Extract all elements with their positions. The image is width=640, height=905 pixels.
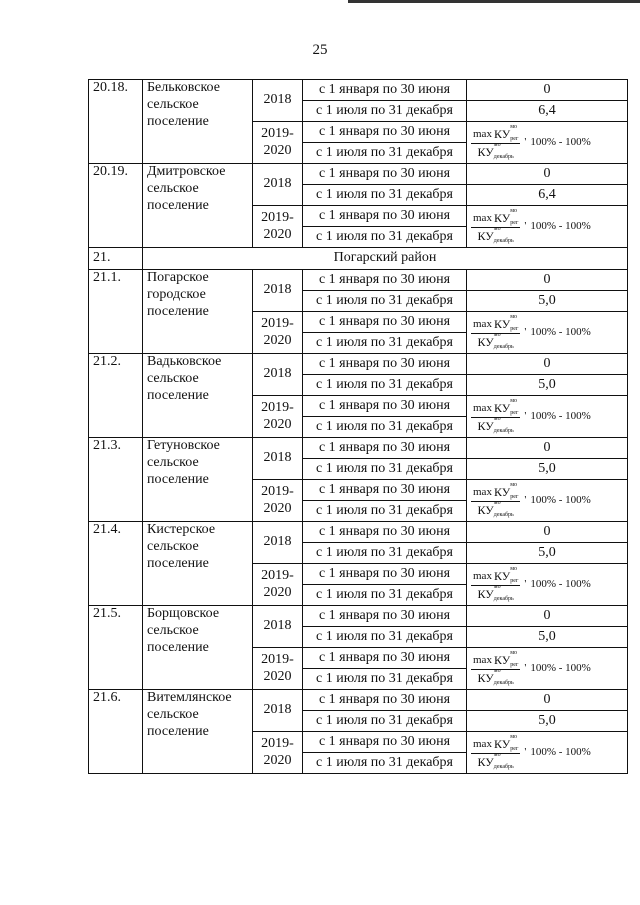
index-formula — [467, 206, 628, 248]
settlement-number: 20.19. — [89, 164, 143, 248]
year-2018: 2018 — [253, 690, 303, 732]
formula-ku: КУ — [493, 317, 511, 331]
formula-sup: мо — [493, 752, 501, 758]
formula-max: max — [473, 486, 492, 498]
formula-index-top — [510, 398, 519, 416]
formula-ku: КУ — [477, 671, 494, 685]
period-second-half: с 1 июля по 31 декабря — [303, 585, 467, 606]
formula-sup: мо — [493, 668, 501, 674]
formula-wrap — [471, 484, 623, 517]
formula-max: max — [473, 402, 492, 414]
settlement-number: 21.4. — [89, 522, 143, 606]
settlement-row-2018-h1 — [89, 606, 628, 627]
formula-index-top — [510, 734, 519, 752]
formula-ku: КУ — [493, 401, 511, 415]
settlement-number: 21.3. — [89, 438, 143, 522]
formula-index-bottom — [493, 416, 514, 434]
formula-sub: декабрь — [493, 154, 514, 160]
period-second-half: с 1 июля по 31 декабря — [303, 543, 467, 564]
formula-ku: КУ — [493, 737, 511, 751]
formula-tail — [524, 662, 590, 675]
period-second-half: с 1 июля по 31 декабря — [303, 459, 467, 480]
period-second-half: с 1 июля по 31 декабря — [303, 185, 467, 206]
formula-comma: ' — [524, 325, 527, 338]
formula-tail — [524, 746, 590, 759]
formula-index-top — [510, 482, 519, 500]
period-second-half: с 1 июля по 31 декабря — [303, 101, 467, 122]
page-number: 25 — [312, 42, 328, 58]
formula-fraction — [471, 126, 520, 159]
formula-sup: мо — [493, 142, 501, 148]
formula-comma: ' — [524, 661, 527, 674]
settlement-name: Борщовское сельское поселение — [143, 606, 253, 690]
formula-sup: мо — [510, 566, 518, 572]
formula-sub: декабрь — [493, 512, 514, 518]
period-second-half: с 1 июля по 31 декабря — [303, 711, 467, 732]
year-2019-2020: 2019-2020 — [253, 396, 303, 438]
formula-index-top — [510, 208, 519, 226]
settlement-row-2018-h1 — [89, 270, 628, 291]
formula-comma: ' — [524, 577, 527, 590]
index-formula — [467, 732, 628, 774]
formula-tail-text: 100% - 100% — [530, 661, 591, 674]
formula-ku: КУ — [477, 145, 494, 159]
formula-max: max — [473, 128, 492, 140]
settlement-name: Вадьковское сельское поселение — [143, 354, 253, 438]
settlement-name: Гетуновское сельское поселение — [143, 438, 253, 522]
settlement-row-2018-h1 — [89, 80, 628, 101]
formula-comma: ' — [524, 745, 527, 758]
year-2019-2020: 2019-2020 — [253, 480, 303, 522]
formula-sub: рег — [510, 410, 519, 416]
formula-tail-text: 100% - 100% — [530, 409, 591, 422]
year-2018: 2018 — [253, 522, 303, 564]
formula-sup: мо — [510, 650, 518, 656]
formula-sup: мо — [493, 500, 501, 506]
formula-index-bottom — [493, 500, 514, 518]
formula-denominator — [476, 334, 516, 349]
formula-sup: мо — [510, 734, 518, 740]
period-second-half: с 1 июля по 31 декабря — [303, 333, 467, 354]
formula-sub: декабрь — [493, 680, 514, 686]
period-first-half: с 1 января по 30 июня — [303, 122, 467, 143]
tariff-table-body — [89, 80, 628, 774]
district-row — [89, 248, 628, 270]
formula-comma: ' — [524, 219, 527, 232]
settlement-name: Витемлянское сельское поселение — [143, 690, 253, 774]
formula-sup: мо — [493, 584, 501, 590]
formula-index-top — [510, 566, 519, 584]
formula-wrap — [471, 652, 623, 685]
formula-sub: рег — [510, 494, 519, 500]
year-2019-2020: 2019-2020 — [253, 312, 303, 354]
formula-ku: КУ — [477, 335, 494, 349]
value-first-half: 0 — [467, 690, 628, 711]
formula-sup: мо — [510, 398, 518, 404]
formula-index-bottom — [493, 142, 514, 160]
year-2018: 2018 — [253, 438, 303, 480]
formula-index-top — [510, 124, 519, 142]
period-second-half: с 1 июля по 31 декабря — [303, 669, 467, 690]
period-first-half: с 1 января по 30 июня — [303, 312, 467, 333]
formula-index-bottom — [493, 332, 514, 350]
formula-ku: КУ — [493, 211, 511, 225]
formula-denominator — [476, 670, 516, 685]
formula-fraction — [471, 652, 520, 685]
year-2019-2020: 2019-2020 — [253, 206, 303, 248]
formula-tail — [524, 220, 590, 233]
formula-index-top — [510, 650, 519, 668]
formula-wrap — [471, 568, 623, 601]
formula-wrap — [471, 736, 623, 769]
value-second-half: 5,0 — [467, 375, 628, 396]
formula-ku: КУ — [493, 653, 511, 667]
formula-fraction — [471, 316, 520, 349]
index-formula — [467, 648, 628, 690]
formula-comma: ' — [524, 409, 527, 422]
formula-index-bottom — [493, 584, 514, 602]
period-first-half: с 1 января по 30 июня — [303, 164, 467, 185]
index-formula — [467, 122, 628, 164]
settlement-name: Бельковское сельское поселение — [143, 80, 253, 164]
formula-sup: мо — [493, 332, 501, 338]
formula-sub: декабрь — [493, 428, 514, 434]
value-first-half: 0 — [467, 164, 628, 185]
formula-tail — [524, 410, 590, 423]
formula-denominator — [476, 418, 516, 433]
settlement-number: 21.1. — [89, 270, 143, 354]
formula-denominator — [476, 754, 516, 769]
settlement-name: Дмитровское сельское поселение — [143, 164, 253, 248]
formula-sup: мо — [510, 314, 518, 320]
year-2019-2020: 2019-2020 — [253, 564, 303, 606]
formula-ku: КУ — [477, 229, 494, 243]
value-second-half: 5,0 — [467, 627, 628, 648]
formula-sup: мо — [510, 124, 518, 130]
formula-wrap — [471, 210, 623, 243]
value-first-half: 0 — [467, 522, 628, 543]
period-first-half: с 1 января по 30 июня — [303, 606, 467, 627]
settlement-name: Кистерское сельское поселение — [143, 522, 253, 606]
formula-comma: ' — [524, 493, 527, 506]
formula-tail-text: 100% - 100% — [530, 219, 591, 232]
settlement-row-2018-h1 — [89, 164, 628, 185]
formula-index-bottom — [493, 226, 514, 244]
formula-sub: рег — [510, 578, 519, 584]
formula-tail — [524, 578, 590, 591]
period-second-half: с 1 июля по 31 декабря — [303, 227, 467, 248]
formula-sup: мо — [510, 208, 518, 214]
index-formula — [467, 480, 628, 522]
index-formula — [467, 312, 628, 354]
formula-sub: рег — [510, 662, 519, 668]
formula-sub: декабрь — [493, 238, 514, 244]
period-second-half: с 1 июля по 31 декабря — [303, 143, 467, 164]
year-2018: 2018 — [253, 270, 303, 312]
formula-fraction — [471, 210, 520, 243]
period-second-half: с 1 июля по 31 декабря — [303, 501, 467, 522]
settlement-row-2018-h1 — [89, 522, 628, 543]
year-2019-2020: 2019-2020 — [253, 732, 303, 774]
formula-tail-text: 100% - 100% — [530, 577, 591, 590]
formula-sub: рег — [510, 136, 519, 142]
settlement-number: 21.2. — [89, 354, 143, 438]
formula-ku: КУ — [477, 503, 494, 517]
formula-tail — [524, 136, 590, 149]
formula-fraction — [471, 568, 520, 601]
formula-wrap — [471, 316, 623, 349]
formula-max: max — [473, 654, 492, 666]
period-first-half: с 1 января по 30 июня — [303, 732, 467, 753]
value-second-half: 6,4 — [467, 185, 628, 206]
formula-sub: декабрь — [493, 596, 514, 602]
top-rule — [348, 0, 640, 3]
period-second-half: с 1 июля по 31 декабря — [303, 753, 467, 774]
period-second-half: с 1 июля по 31 декабря — [303, 375, 467, 396]
index-formula — [467, 396, 628, 438]
formula-sub: рег — [510, 220, 519, 226]
formula-sub: декабрь — [493, 344, 514, 350]
period-first-half: с 1 января по 30 июня — [303, 438, 467, 459]
period-first-half: с 1 января по 30 июня — [303, 396, 467, 417]
index-formula — [467, 564, 628, 606]
value-first-half: 0 — [467, 606, 628, 627]
formula-denominator — [476, 228, 516, 243]
tariff-table — [88, 79, 628, 774]
formula-ku: КУ — [477, 419, 494, 433]
formula-sup: мо — [510, 482, 518, 488]
formula-fraction — [471, 484, 520, 517]
period-first-half: с 1 января по 30 июня — [303, 690, 467, 711]
value-second-half: 5,0 — [467, 291, 628, 312]
year-2018: 2018 — [253, 354, 303, 396]
formula-max: max — [473, 318, 492, 330]
period-first-half: с 1 января по 30 июня — [303, 206, 467, 227]
formula-ku: КУ — [493, 485, 511, 499]
value-first-half: 0 — [467, 354, 628, 375]
formula-tail-text: 100% - 100% — [530, 745, 591, 758]
value-first-half: 0 — [467, 438, 628, 459]
settlement-number: 21.6. — [89, 690, 143, 774]
formula-tail-text: 100% - 100% — [530, 493, 591, 506]
formula-wrap — [471, 126, 623, 159]
formula-index-bottom — [493, 668, 514, 686]
formula-tail — [524, 494, 590, 507]
period-first-half: с 1 января по 30 июня — [303, 80, 467, 101]
formula-ku: КУ — [477, 587, 494, 601]
formula-max: max — [473, 738, 492, 750]
settlement-row-2018-h1 — [89, 690, 628, 711]
value-second-half: 5,0 — [467, 459, 628, 480]
period-second-half: с 1 июля по 31 декабря — [303, 627, 467, 648]
formula-index-bottom — [493, 752, 514, 770]
formula-wrap — [471, 400, 623, 433]
district-number: 21. — [89, 248, 143, 270]
formula-fraction — [471, 736, 520, 769]
formula-index-top — [510, 314, 519, 332]
formula-denominator — [476, 502, 516, 517]
value-first-half: 0 — [467, 80, 628, 101]
settlement-row-2018-h1 — [89, 438, 628, 459]
formula-denominator — [476, 144, 516, 159]
formula-sub: декабрь — [493, 764, 514, 770]
year-2019-2020: 2019-2020 — [253, 122, 303, 164]
settlement-number: 21.5. — [89, 606, 143, 690]
period-first-half: с 1 января по 30 июня — [303, 522, 467, 543]
value-second-half: 6,4 — [467, 101, 628, 122]
formula-tail-text: 100% - 100% — [530, 325, 591, 338]
period-first-half: с 1 января по 30 июня — [303, 564, 467, 585]
formula-fraction — [471, 400, 520, 433]
formula-ku: КУ — [493, 569, 511, 583]
year-2019-2020: 2019-2020 — [253, 648, 303, 690]
year-2018: 2018 — [253, 606, 303, 648]
formula-ku: КУ — [493, 127, 511, 141]
settlement-number: 20.18. — [89, 80, 143, 164]
value-second-half: 5,0 — [467, 711, 628, 732]
period-second-half: с 1 июля по 31 декабря — [303, 291, 467, 312]
period-first-half: с 1 января по 30 июня — [303, 354, 467, 375]
district-name: Погарский район — [143, 248, 628, 270]
formula-denominator — [476, 586, 516, 601]
formula-tail — [524, 326, 590, 339]
formula-max: max — [473, 570, 492, 582]
settlement-row-2018-h1 — [89, 354, 628, 375]
period-first-half: с 1 января по 30 июня — [303, 270, 467, 291]
period-second-half: с 1 июля по 31 декабря — [303, 417, 467, 438]
formula-comma: ' — [524, 135, 527, 148]
formula-sub: рег — [510, 746, 519, 752]
formula-sup: мо — [493, 416, 501, 422]
formula-ku: КУ — [477, 755, 494, 769]
formula-max: max — [473, 212, 492, 224]
year-2018: 2018 — [253, 164, 303, 206]
period-first-half: с 1 января по 30 июня — [303, 480, 467, 501]
value-second-half: 5,0 — [467, 543, 628, 564]
year-2018: 2018 — [253, 80, 303, 122]
settlement-name: Погарское городское поселение — [143, 270, 253, 354]
value-first-half: 0 — [467, 270, 628, 291]
formula-sub: рег — [510, 326, 519, 332]
period-first-half: с 1 января по 30 июня — [303, 648, 467, 669]
formula-sup: мо — [493, 226, 501, 232]
formula-tail-text: 100% - 100% — [530, 135, 591, 148]
